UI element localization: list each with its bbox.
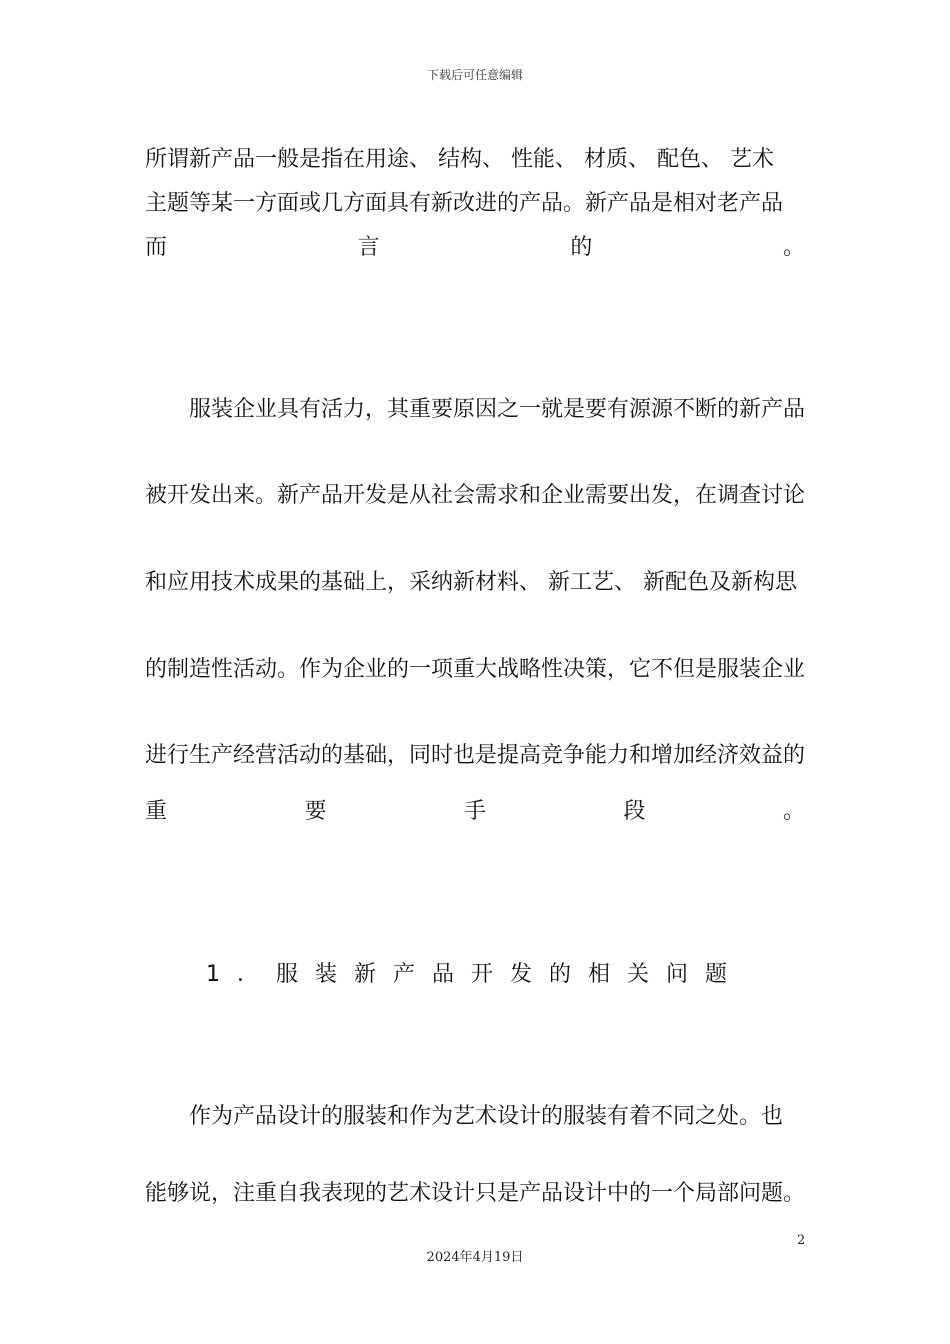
para1-line1: 所谓新产品一般是指在用途、 结构、 性能、 材质、 配色、 艺术 [145, 147, 774, 172]
para2-line1: 服装企业具有活力，其重要原因之一就是要有源源不断的新产品 [189, 397, 806, 422]
para2-line3: 和应用技术成果的基础上，采纳新材料、 新工艺、 新配色及新构思 [145, 570, 797, 595]
para1-line3 [145, 233, 805, 263]
para2-line4: 的制造性活动。作为企业的一项重大战略性决策，它不但是服装企业 [145, 657, 806, 682]
para1-char: 的 [570, 235, 593, 260]
para2-char: 段 [623, 799, 646, 824]
page-footer-date: 2024年4月19日 [426, 1250, 524, 1265]
para2-char: 要 [304, 799, 327, 824]
section-heading: 1．服装新产品开发的相关问题 [206, 962, 744, 987]
para1-char: 。 [782, 235, 805, 260]
para1-line2: 主题等某一方面或几方面具有新改进的产品。新产品是相对老产品 [145, 191, 784, 216]
page-header: 下载后可任意编辑 [426, 68, 523, 82]
para2-char: 重 [145, 799, 168, 824]
para3-line2: 能够说，注重自我表现的艺术设计只是产品设计中的一个局部问题。 [145, 1181, 806, 1206]
para2-line2: 被开发出来。新产品开发是从社会需求和企业需要出发，在调查讨论 [145, 483, 806, 508]
para1-char: 言 [357, 235, 380, 260]
para2-line5: 进行生产经营活动的基础，同时也是提高竞争能力和增加经济效益的 [145, 743, 806, 768]
para1-char: 而 [145, 235, 168, 260]
para2-char: 。 [782, 799, 805, 824]
page-number: 2 [797, 1233, 806, 1248]
para3-line1: 作为产品设计的服装和作为艺术设计的服装有着不同之处。也 [189, 1104, 784, 1129]
para2-line6 [145, 797, 805, 827]
para2-char: 手 [463, 799, 486, 824]
